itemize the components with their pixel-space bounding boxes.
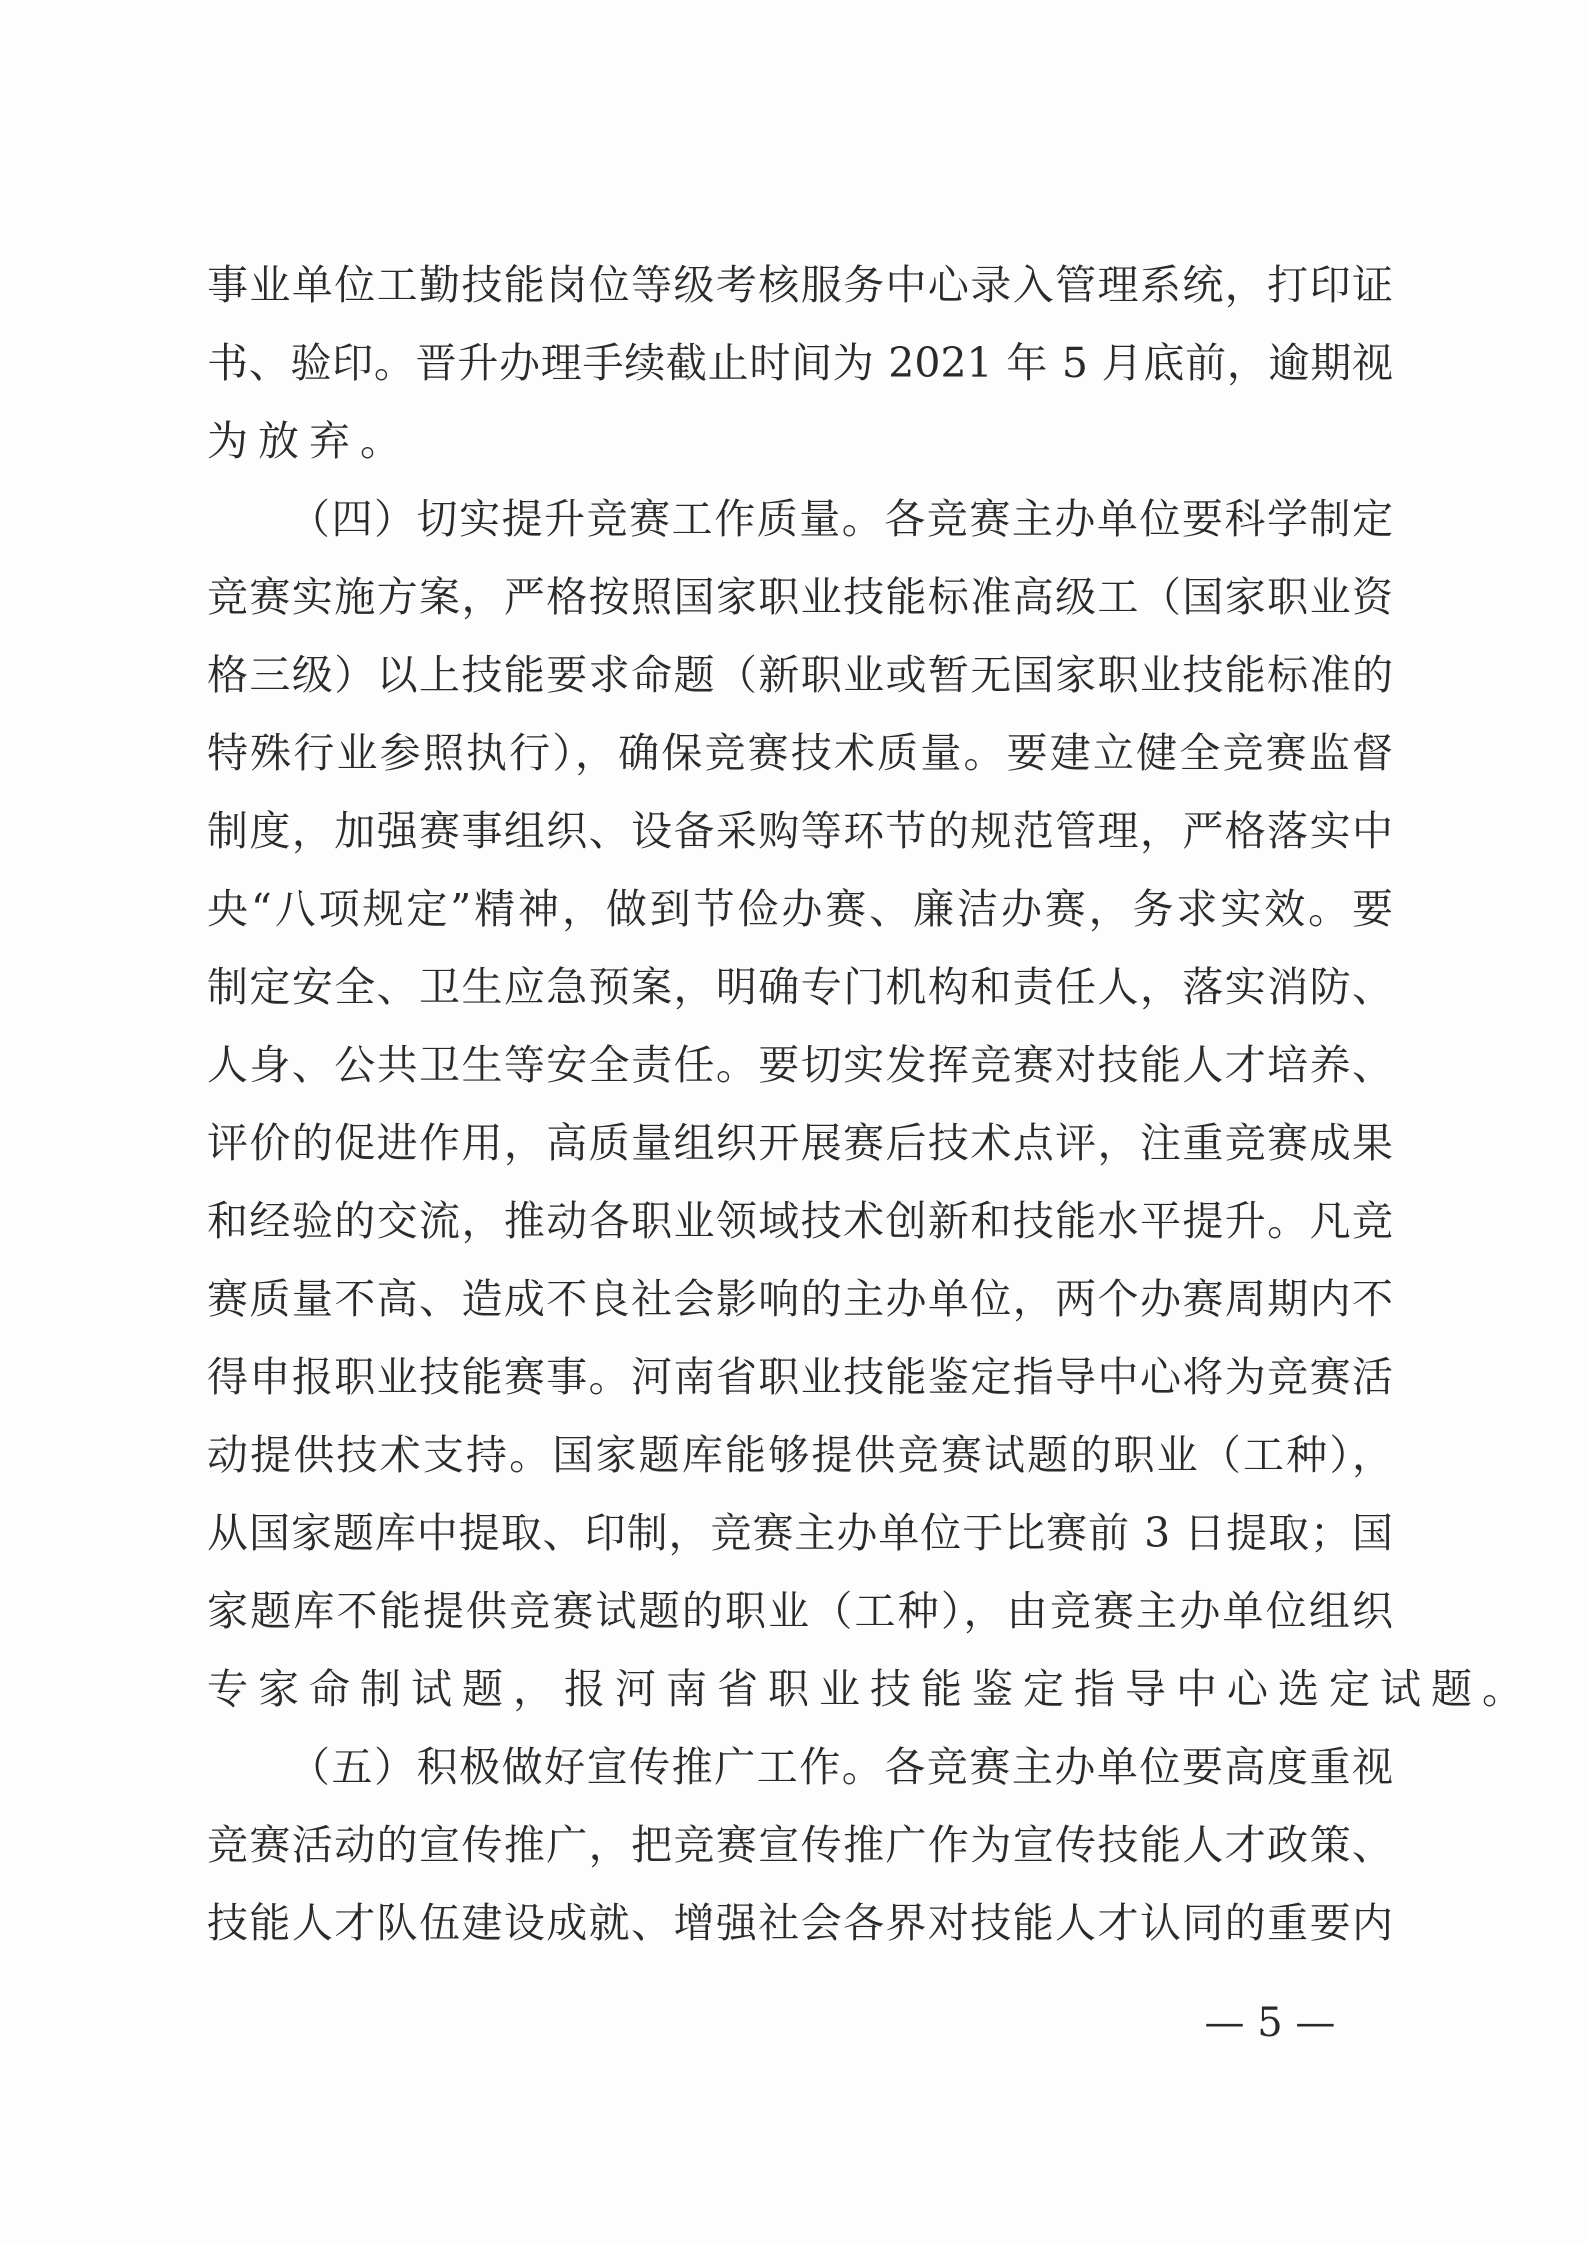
body-text-line: 制度，加强赛事组织、设备采购等环节的规范管理，严格落实中: [207, 807, 1393, 855]
page-number: — 5 —: [1204, 2000, 1336, 2046]
body-text-line: 特殊行业参照执行），确保竞赛技术质量。要建立健全竞赛监督: [207, 729, 1393, 777]
body-text-line: 格三级）以上技能要求命题（新职业或暂无国家职业技能标准的: [207, 651, 1393, 699]
body-text-line: 制定安全、卫生应急预案，明确专门机构和责任人，落实消防、: [207, 963, 1393, 1011]
body-text-line: 为放弃。: [207, 417, 411, 465]
body-text-line: 竞赛活动的宣传推广，把竞赛宣传推广作为宣传技能人才政策、: [207, 1821, 1393, 1869]
body-text-line: 赛质量不高、造成不良社会影响的主办单位，两个办赛周期内不: [207, 1275, 1393, 1323]
body-text-line: 竞赛实施方案，严格按照国家职业技能标准高级工（国家职业资: [207, 573, 1393, 621]
body-text-line: 书、验印。晋升办理手续截止时间为 2021 年 5 月底前，逾期视: [207, 339, 1393, 387]
body-text-line: 央“八项规定”精神，做到节俭办赛、廉洁办赛，务求实效。要: [207, 885, 1393, 933]
body-text-line: 技能人才队伍建设成就、增强社会各界对技能人才认同的重要内: [207, 1899, 1393, 1947]
body-text-line: 和经验的交流，推动各职业领域技术创新和技能水平提升。凡竞: [207, 1197, 1393, 1245]
body-text-line: 得申报职业技能赛事。河南省职业技能鉴定指导中心将为竞赛活: [207, 1353, 1393, 1401]
body-text-line: 专家命制试题，报河南省职业技能鉴定指导中心选定试题。: [207, 1665, 1533, 1713]
body-text-line: 评价的促进作用，高质量组织开展赛后技术点评，注重竞赛成果: [207, 1119, 1393, 1167]
body-text-line: 人身、公共卫生等安全责任。要切实发挥竞赛对技能人才培养、: [207, 1041, 1393, 1089]
body-text-line: 事业单位工勤技能岗位等级考核服务中心录入管理系统，打印证: [207, 261, 1393, 309]
section-heading-line: （四）切实提升竞赛工作质量。各竞赛主办单位要科学制定: [289, 495, 1393, 543]
section-heading-line: （五）积极做好宣传推广工作。各竞赛主办单位要高度重视: [289, 1743, 1393, 1791]
body-text-line: 家题库不能提供竞赛试题的职业（工种），由竞赛主办单位组织: [207, 1587, 1393, 1635]
body-text-line: 从国家题库中提取、印制，竞赛主办单位于比赛前 3 日提取；国: [207, 1509, 1393, 1557]
body-text-line: 动提供技术支持。国家题库能够提供竞赛试题的职业（工种），: [207, 1431, 1393, 1479]
